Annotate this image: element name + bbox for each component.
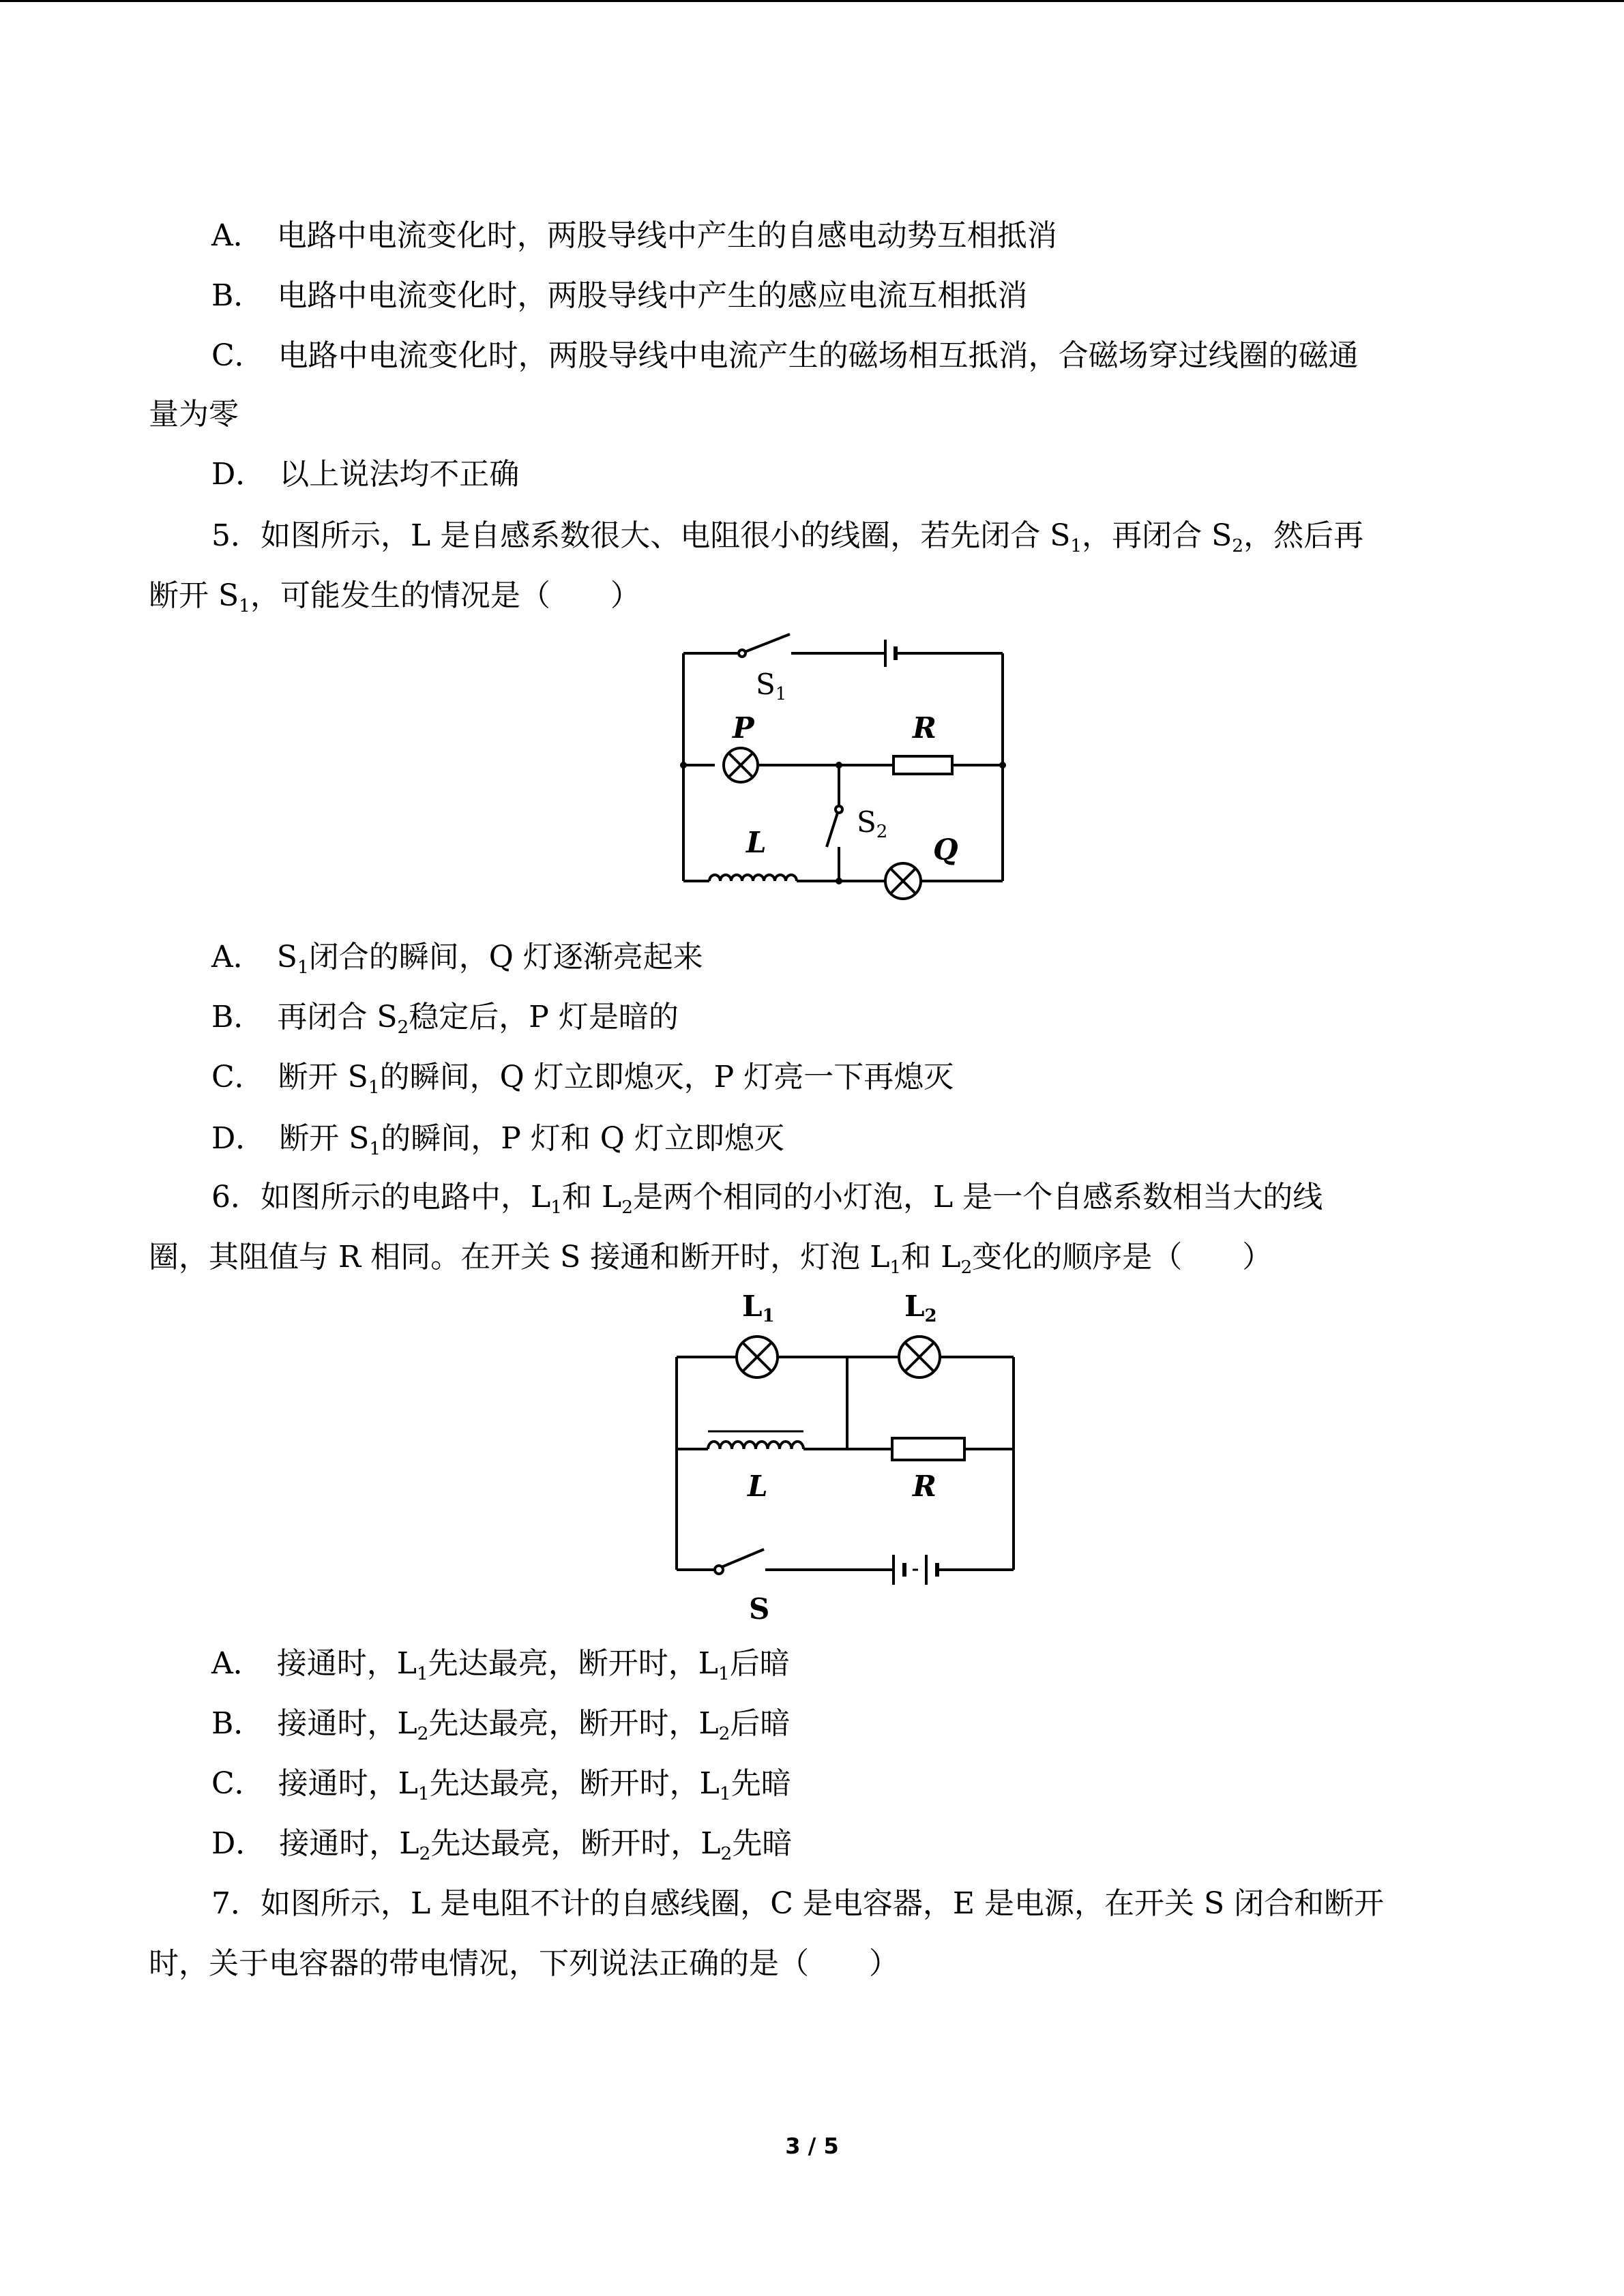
label-p: P: [733, 711, 754, 745]
switch-s2-blade: [827, 813, 838, 847]
q6-stem-line2: 圈，其阻值与 R 相同。在开关 S 接通和断开时，灯泡 $L_1$和 $L_2$变化的顺序是（ ）: [149, 1240, 1273, 1279]
q6-option-b: B． 接通时，$L_2$先达最亮，断开时，$L_2$后暗: [211, 1706, 791, 1745]
q5-option-d: D． 断开 $S_1$的瞬间，P 灯和 Q 灯立即熄灭: [211, 1121, 784, 1160]
q4-option-c-continued: 量为零: [149, 397, 239, 432]
q5-circuit-diagram: [668, 627, 1023, 900]
q5-stem-line2: 断开 $S_1$，可能发生的情况是（ ）: [149, 578, 640, 617]
q4-option-c: C． 电路中电流变化时，两股导线中电流产生的磁场相互抵消，合磁场穿过线圈的磁通: [211, 338, 1359, 373]
inductor-l-icon: [709, 875, 797, 881]
q6-option-a: A． 接通时，$L_1$先达最亮，断开时，$L_1$后暗: [211, 1646, 790, 1685]
switch-s1-blade: [745, 634, 790, 652]
label-s: S: [749, 1592, 770, 1626]
switch-s2-pivot: [836, 806, 842, 813]
resistor-r-icon: [892, 1438, 964, 1460]
q6-option-c: C． 接通时，$L_1$先达最亮，断开时，$L_1$先暗: [211, 1766, 791, 1805]
page-number: 3 / 5: [785, 2133, 839, 2159]
q7-stem-line1: 7．如图所示，L 是电阻不计的自感线圈，C 是电容器，E 是电源，在开关 S 闭合和断开: [211, 1886, 1385, 1921]
top-border: [0, 0, 1624, 2]
label-s2: S2: [857, 805, 888, 842]
label-r: R: [913, 711, 936, 745]
q6-option-d: D． 接通时，$L_2$先达最亮，断开时，$L_2$先暗: [211, 1826, 793, 1865]
q5-option-b: B． 再闭合 $S_2$稳定后，P 灯是暗的: [211, 1000, 679, 1039]
q6-circuit-diagram: [668, 1289, 1037, 1626]
q6-stem-line1: 6．如图所示的电路中，$L_1$和 $L_2$是两个相同的小灯泡，L 是一个自感系数相当大的线: [211, 1180, 1323, 1219]
q4-option-a: A． 电路中电流变化时，两股导线中产生的自感电动势互相抵消: [211, 218, 1057, 253]
label-l2: L2: [904, 1289, 937, 1326]
resistor-r-icon: [894, 756, 952, 774]
label-r: R: [913, 1470, 936, 1503]
label-l: L: [746, 826, 767, 859]
label-l1: L1: [742, 1289, 775, 1326]
q5-option-c: C． 断开 $S_1$的瞬间，Q 灯立即熄灭，P 灯亮一下再熄灭: [211, 1060, 954, 1099]
q4-option-d: D． 以上说法均不正确: [211, 457, 520, 492]
q4-option-b: B． 电路中电流变化时，两股导线中产生的感应电流互相抵消: [211, 278, 1028, 313]
inductor-l-icon: [708, 1442, 803, 1449]
q5-stem-line1: 5．如图所示，L 是自感系数很大、电阻很小的线圈，若先闭合 $S_1$，再闭合 $S_2$，然后再: [211, 518, 1364, 557]
label-lcoil: L: [748, 1470, 768, 1503]
q5-option-a: A． $S_1$闭合的瞬间，Q 灯逐渐亮起来: [211, 940, 703, 979]
label-s1: S1: [756, 668, 787, 704]
label-q: Q: [933, 833, 958, 866]
switch-s-blade: [722, 1549, 764, 1567]
q7-stem-line2: 时，关于电容器的带电情况，下列说法正确的是（ ）: [149, 1946, 899, 1981]
